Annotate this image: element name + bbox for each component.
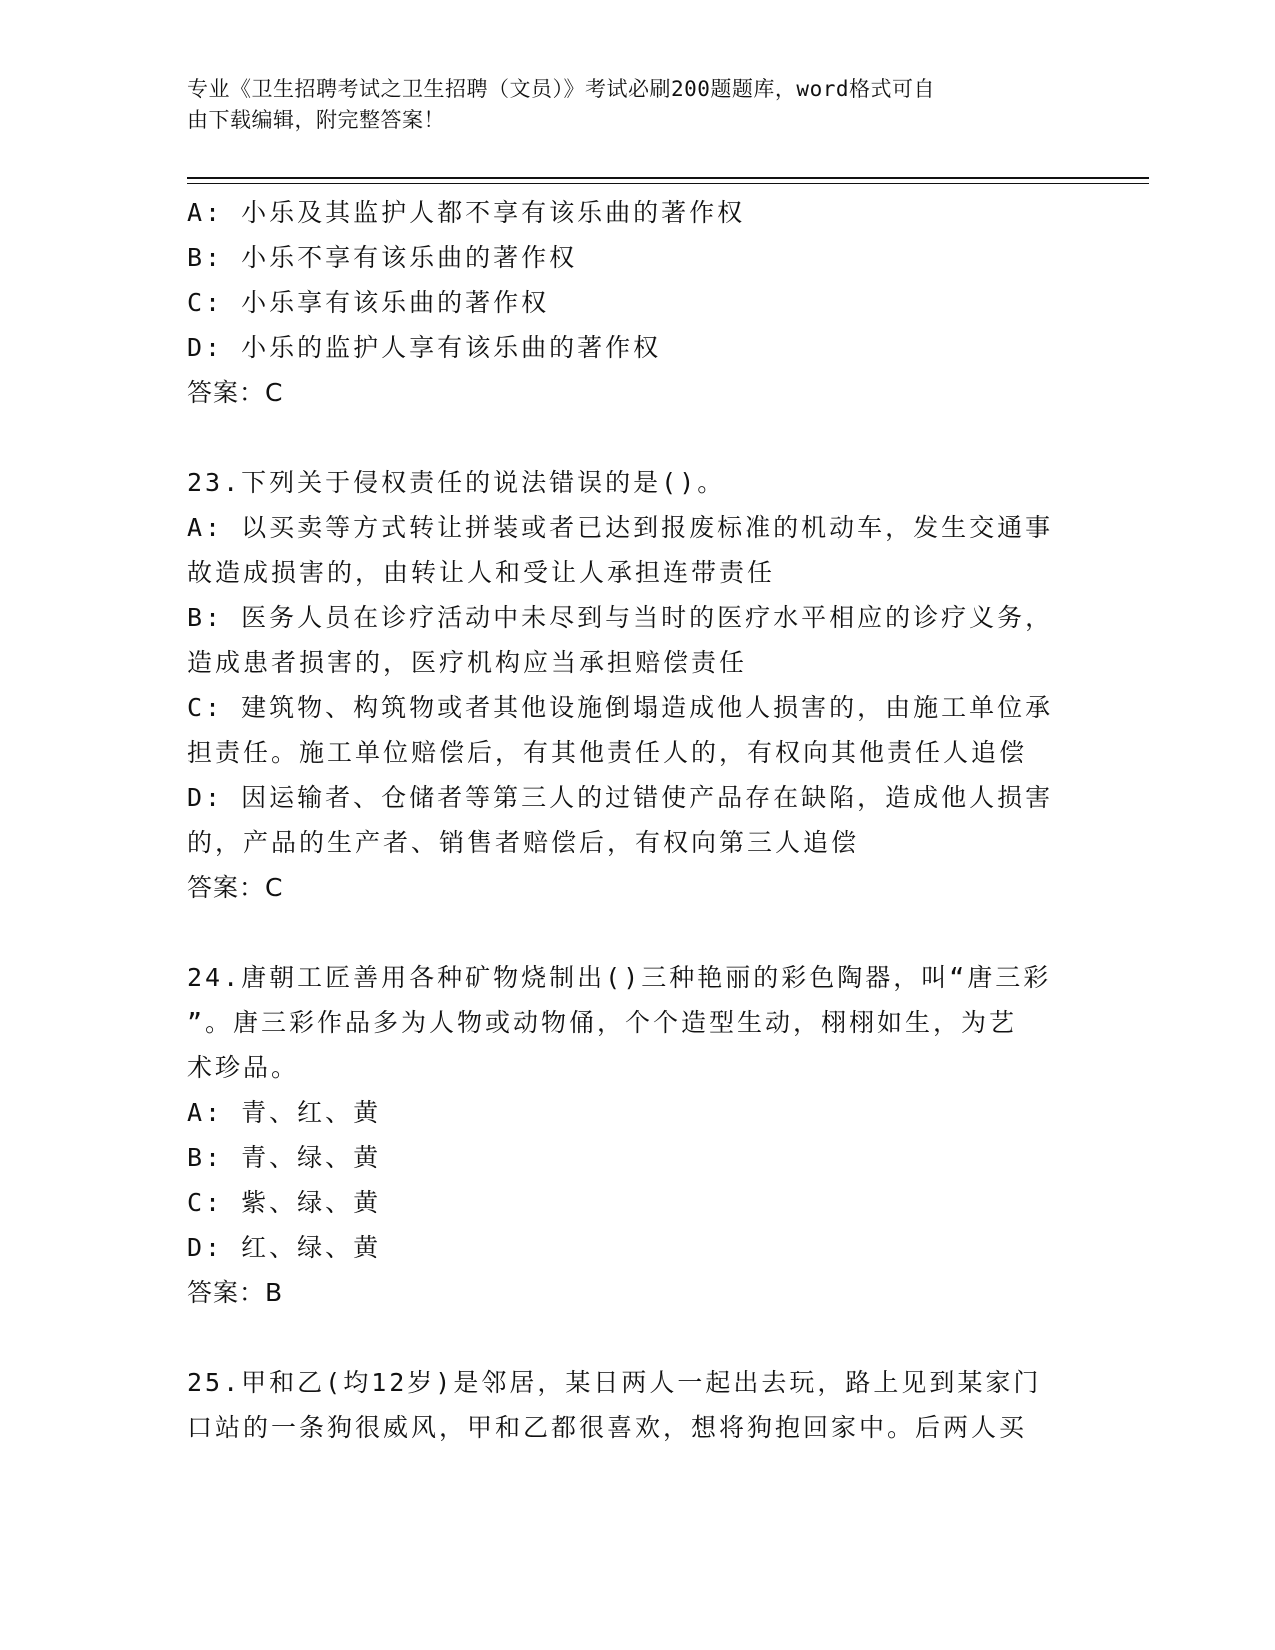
page-header: [187, 74, 1067, 136]
option-line: A: 青、红、黄: [187, 1098, 382, 1127]
option-line: D: 红、绿、黄: [187, 1233, 382, 1262]
option-line: 担责任。施工单位赔偿后，有其他责任人的，有权向其他责任人追偿: [187, 738, 1028, 767]
header-divider-thin: [187, 183, 1149, 184]
answer-line: 答案：C: [187, 873, 284, 902]
answer-line: 答案：B: [187, 1278, 284, 1307]
question-stem-line: ”。唐三彩作品多为人物或动物俑，个个造型生动，栩栩如生，为艺: [187, 1008, 1018, 1037]
question-list: [187, 190, 1077, 1450]
question-23: [187, 460, 1077, 910]
option-line: B: 青、绿、黄: [187, 1143, 382, 1172]
option-line: 的，产品的生产者、销售者赔偿后，有权向第三人追偿: [187, 828, 860, 857]
header-line-1: 专业《卫生招聘考试之卫生招聘（文员）》考试必刷200题题库，word格式可自: [187, 77, 935, 101]
option-line: C: 紫、绿、黄: [187, 1188, 382, 1217]
header-divider-thick: [187, 177, 1149, 179]
option-line: 造成患者损害的，医疗机构应当承担赔偿责任: [187, 648, 748, 677]
question-stem-line: 23.下列关于侵权责任的说法错误的是()。: [187, 468, 726, 497]
question-stem-line: 口站的一条狗很威风，甲和乙都很喜欢，想将狗抱回家中。后两人买: [187, 1413, 1028, 1442]
option-line: D: 小乐的监护人享有该乐曲的著作权: [187, 333, 662, 362]
option-line: C: 小乐享有该乐曲的著作权: [187, 288, 550, 317]
question-25: [187, 1360, 1077, 1450]
question-stem-line: 术珍品。: [187, 1053, 300, 1082]
option-line: D: 因运输者、仓储者等第三人的过错使产品存在缺陷，造成他人损害: [187, 783, 1054, 812]
answer-line: 答案：C: [187, 378, 284, 407]
option-line: A: 小乐及其监护人都不享有该乐曲的著作权: [187, 198, 746, 227]
option-line: C: 建筑物、构筑物或者其他设施倒塌造成他人损害的，由施工单位承: [187, 693, 1054, 722]
option-line: B: 医务人员在诊疗活动中未尽到与当时的医疗水平相应的诊疗义务，: [187, 603, 1054, 632]
question-24: [187, 955, 1077, 1315]
question-22: [187, 190, 1077, 415]
option-line: B: 小乐不享有该乐曲的著作权: [187, 243, 578, 272]
option-line: 故造成损害的，由转让人和受让人承担连带责任: [187, 558, 776, 587]
header-line-2: 由下载编辑，附完整答案！: [187, 108, 445, 132]
question-stem-line: 25.甲和乙(均12岁)是邻居，某日两人一起出去玩，路上见到某家门: [187, 1368, 1042, 1397]
option-line: A: 以买卖等方式转让拼装或者已达到报废标准的机动车，发生交通事: [187, 513, 1054, 542]
question-stem-line: 24.唐朝工匠善用各种矿物烧制出()三种艳丽的彩色陶器，叫“唐三彩: [187, 963, 1052, 992]
